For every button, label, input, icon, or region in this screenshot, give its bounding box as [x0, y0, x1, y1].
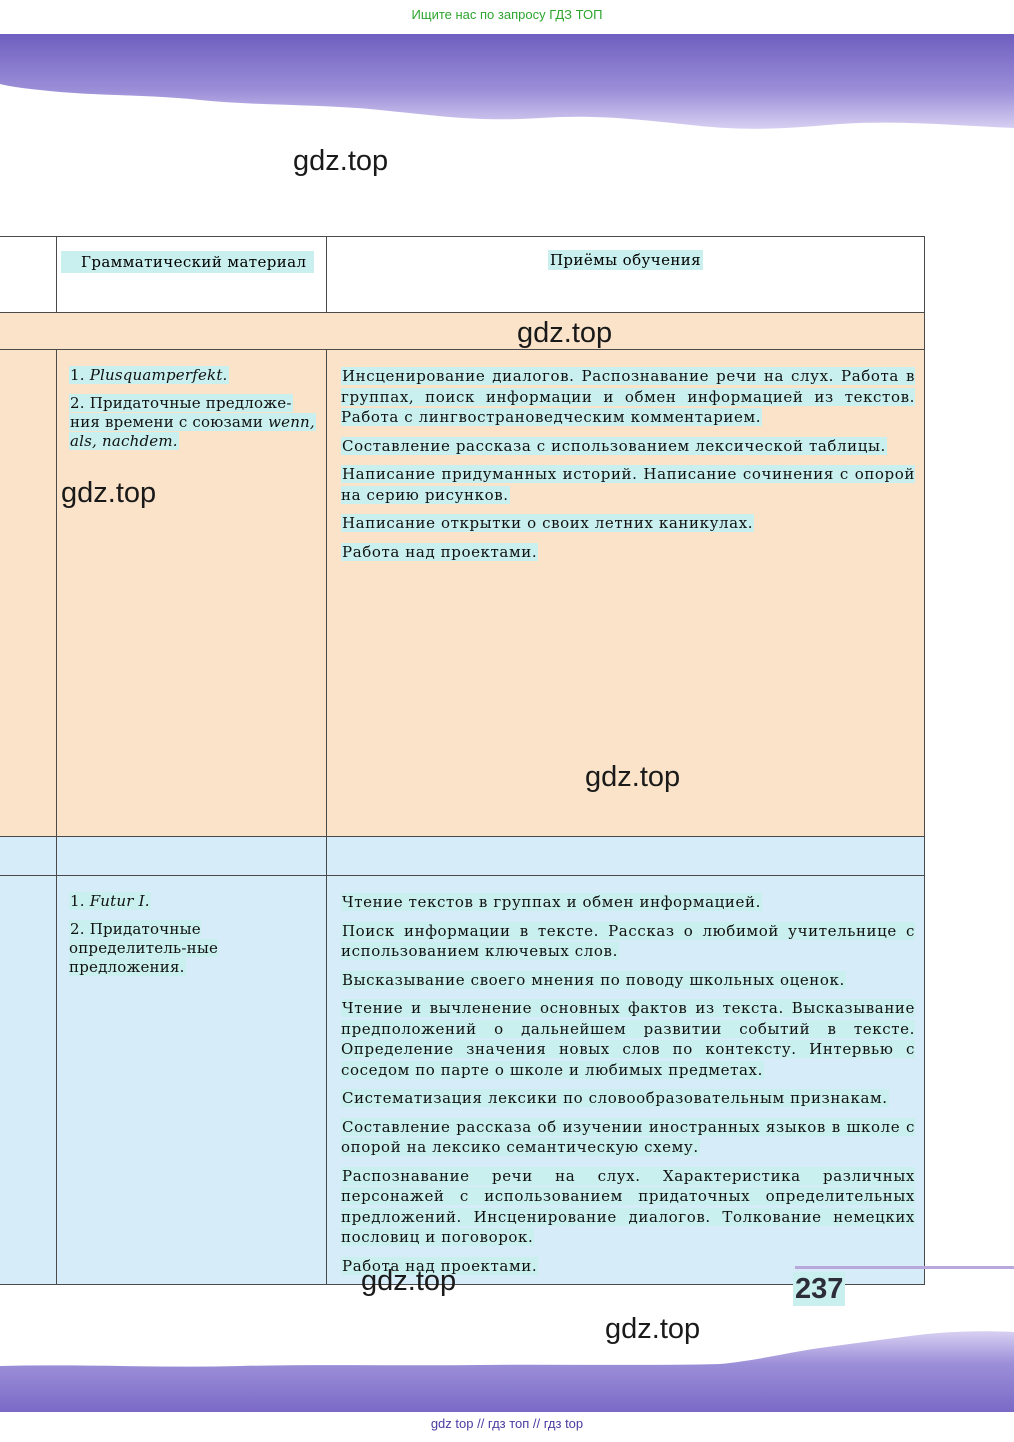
- grammar-cell: [57, 876, 327, 1285]
- section-separator-peach: [0, 313, 925, 350]
- top-decorative-banner: [0, 34, 1014, 134]
- method-item: Чтение текстов в группах и обмен информацией.: [342, 893, 761, 911]
- method-item: Инсценирование диалогов. Распознавание речи на слух. Работа в группах, поиск информации и обмен информацией из текстов. Работа с лингвострановедческим комментарием.: [341, 367, 915, 426]
- method-item: Работа над проектами.: [342, 1256, 538, 1275]
- curriculum-table: [0, 236, 924, 1285]
- section-separator-blue: [0, 837, 925, 876]
- method-item: Составление рассказа с использованием лексической таблицы.: [342, 436, 886, 455]
- method-item: Поиск информации в тексте. Рассказ о любимой учительнице с использованием ключевых слов.: [341, 921, 915, 960]
- header-grammar: Грамматический материал: [61, 251, 314, 273]
- method-item: Написание открытки о своих летних каникулах.: [342, 514, 754, 532]
- watermark: gdz.top: [585, 761, 681, 793]
- footer-links[interactable]: gdz top // гдз топ // гдз top: [430, 1416, 584, 1431]
- watermark: gdz.top: [293, 145, 389, 177]
- grammar-item: 1. Plusquamperfekt.: [70, 366, 228, 384]
- page-number-rule: [795, 1266, 1014, 1269]
- methods-cell: [327, 876, 925, 1285]
- watermark: gdz.top: [61, 477, 157, 509]
- method-item: Работа над проектами.: [342, 542, 538, 561]
- method-item: Составление рассказа об изучении иностранных языков в школе с опорой на лексико семантическую схему.: [341, 1117, 915, 1156]
- table-row: [0, 350, 925, 837]
- method-item: Распознавание речи на слух. Характеристика различных персонажей с использованием придаточных определительных предложений. Инсценирование диалогов. Толкование немецких пословиц и поговорок.: [341, 1166, 915, 1246]
- method-item: Написание придуманных историй. Написание сочинения с опорой на серию рисунков.: [341, 465, 915, 504]
- header-grammar-cell: [57, 237, 327, 313]
- header-methods-cell: [327, 237, 925, 313]
- watermark: gdz.top: [605, 1313, 701, 1345]
- page-number: 237: [795, 1273, 844, 1305]
- method-item: Высказывание своего мнения по поводу школьных оценок.: [342, 970, 845, 989]
- grammar-cell: [57, 350, 327, 837]
- watermark: gdz.top: [361, 1265, 457, 1297]
- method-item: Систематизация лексики по словообразовательным признакам.: [342, 1089, 888, 1107]
- watermark: gdz.top: [517, 317, 613, 349]
- grammar-item: 2. Придаточные определитель-ные предложения.: [69, 920, 219, 976]
- top-search-link[interactable]: Ищите нас по запросу ГДЗ ТОП: [411, 7, 603, 22]
- method-item: Чтение и вычленение основных фактов из текста. Высказывание предположений о дальнейшем развитии событий в тексте. Определение значения новых слов по контексту. Интервью с соседом по парте о школе и любимых предметах.: [341, 999, 915, 1079]
- grammar-item: 1. Futur I.: [70, 892, 150, 910]
- header-methods: Приёмы обучения: [549, 251, 702, 269]
- table-header-row: [0, 237, 925, 313]
- bottom-decorative-banner: [0, 1330, 1014, 1412]
- table-row: [0, 876, 925, 1285]
- grammar-item: 2. Придаточные предложе- ния времени с союзами wenn, als, nachdem.: [70, 394, 315, 450]
